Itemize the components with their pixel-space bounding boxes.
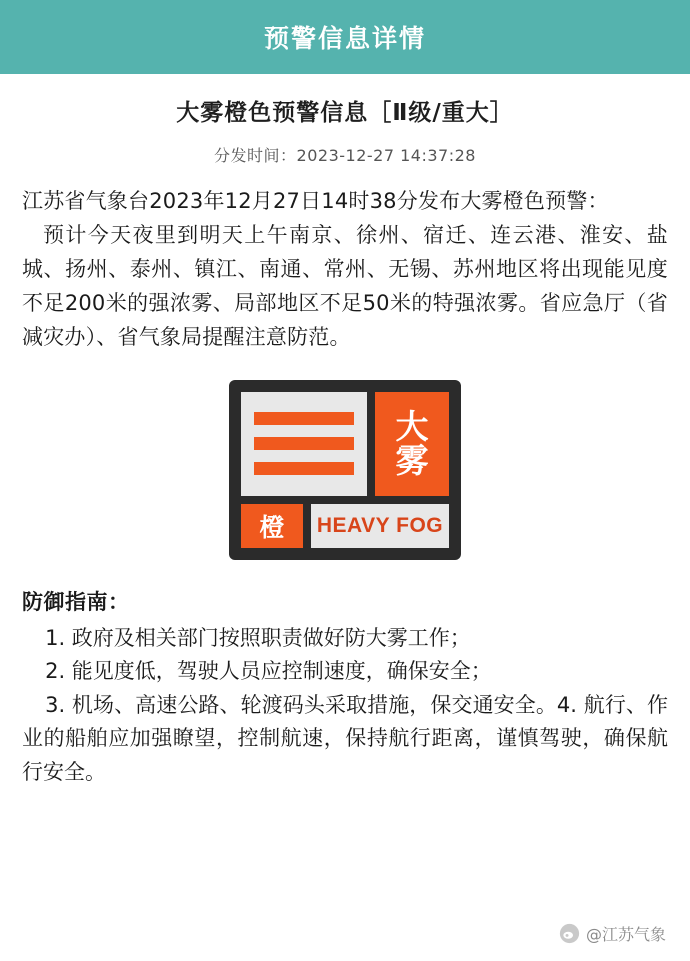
fog-bar-2 xyxy=(254,437,355,450)
signal-english-label: HEAVY FOG xyxy=(311,504,449,548)
defense-guide xyxy=(0,586,690,790)
defense-guide-list xyxy=(22,622,668,790)
heavy-fog-warning-signal-icon xyxy=(229,380,461,560)
fog-bars-icon xyxy=(241,392,367,496)
defense-guide-title: 防御指南： xyxy=(22,589,130,614)
alert-title: 大雾橙色预警信息［Ⅱ级/重大］ xyxy=(176,100,514,126)
alert-body xyxy=(22,184,668,354)
page-title: 预警信息详情 xyxy=(263,24,426,53)
alert-article xyxy=(0,74,690,560)
weibo-icon xyxy=(559,923,580,944)
signal-kanji-line-2: 雾 xyxy=(395,440,429,480)
page-header xyxy=(0,0,690,74)
signal-kanji-line-1: 大 xyxy=(395,406,429,446)
alert-paragraph-forecast: 预计今天夜里到明天上午南京、徐州、宿迁、连云港、淮安、盐城、扬州、泰州、镇江、南通、常州、无锡、苏州地区将出现能见度不足200米的强浓雾、局部地区不足50米的特强浓雾。省应急厅（省减灾办）、省气象局提醒注意防范。 xyxy=(22,222,668,349)
alert-paragraph-issuer: 江苏省气象台2023年12月27日14时38分发布大雾橙色预警： xyxy=(22,188,609,213)
watermark xyxy=(559,922,666,945)
warning-signal-wrapper xyxy=(22,380,668,560)
list-item: 1. 政府及相关部门按照职责做好防大雾工作； xyxy=(45,625,471,650)
watermark-text: @江苏气象 xyxy=(585,925,666,944)
fog-bar-3 xyxy=(254,462,355,475)
list-item: 3. 机场、高速公路、轮渡码头采取措施，保交通安全。4. 航行、作业的船舶应加强瞭望，控制航速，保持航行距离，谨慎驾驶，确保航行安全。 xyxy=(22,692,668,784)
signal-level-label: 橙 xyxy=(241,504,303,548)
fog-bar-1 xyxy=(254,412,355,425)
signal-top-row xyxy=(241,392,449,496)
signal-bottom-row xyxy=(241,504,449,548)
list-item: 2. 能见度低，驾驶人员应控制速度，确保安全； xyxy=(45,659,492,684)
publish-time: 分发时间：2023-12-27 14:37:28 xyxy=(214,145,476,165)
signal-kanji-block xyxy=(375,392,449,496)
